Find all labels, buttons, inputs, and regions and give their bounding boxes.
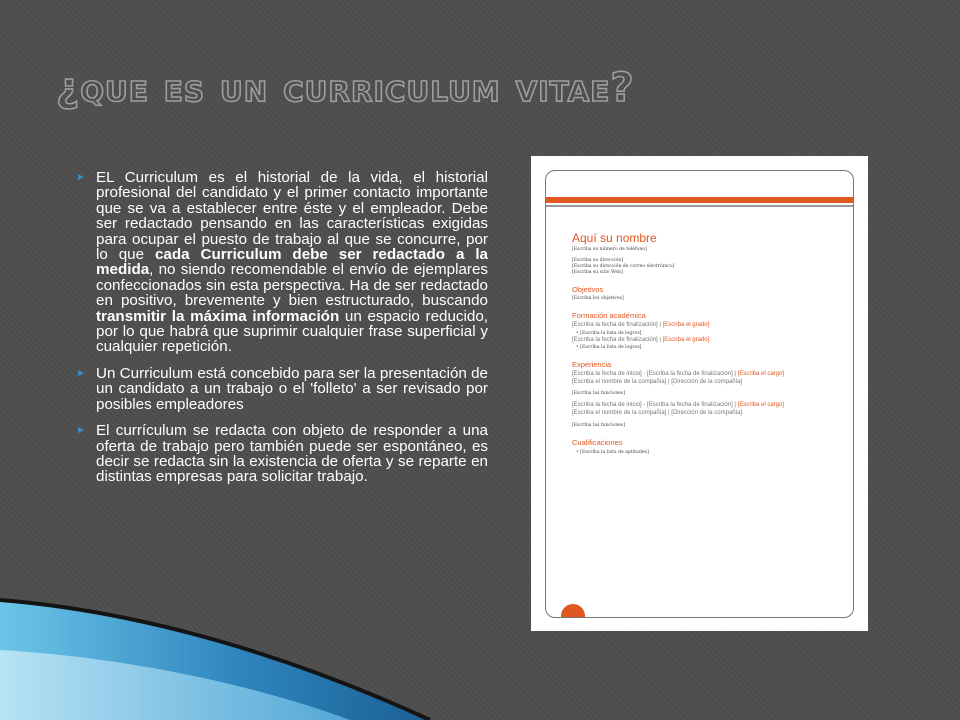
cv-accent-circle bbox=[561, 604, 585, 618]
cv-template-image bbox=[531, 156, 868, 631]
cv-experience-heading: Experiencia bbox=[572, 360, 612, 370]
cv-content bbox=[572, 231, 837, 456]
arrow-bullet-icon: ► bbox=[76, 172, 86, 183]
list-item bbox=[74, 170, 488, 355]
list-item bbox=[74, 366, 488, 412]
cv-experience-entry: [Escriba la fecha de inicio] - [Escriba la fecha de finalización] | [Escriba el cargo] bbox=[572, 371, 785, 378]
arrow-bullet-icon: ► bbox=[76, 425, 86, 437]
cv-qualifications-heading: Cualificaciones bbox=[572, 437, 623, 447]
cv-page bbox=[545, 170, 854, 618]
cv-divider bbox=[546, 205, 853, 207]
paragraph-text: , no siendo recomendable el envío de ejemplares confeccionados sin esta perspectiva. Ha de ser redactado en positivo, brevemente y bien estructurado, buscando bbox=[96, 261, 488, 310]
cv-company: [Escriba el nombre de la compañía] | [Dirección de la compañía] bbox=[572, 409, 743, 416]
cv-education-heading: Formación académica bbox=[572, 311, 646, 320]
paragraph-text: un espacio reducido, por lo que habrá que suprimir cualquier frase superficial y cualquier repetición. bbox=[96, 307, 488, 356]
cv-objectives: [Escriba los objetivos] bbox=[572, 296, 624, 301]
cv-education-entry: [Escriba la fecha de finalización] | [Escriba el grado] bbox=[572, 336, 710, 343]
swoosh-shadow-line bbox=[0, 600, 430, 720]
arrow-bullet-icon: ► bbox=[76, 367, 86, 379]
cv-phone: [Escriba su número de teléfono] bbox=[572, 247, 647, 252]
light-blue-swoosh bbox=[0, 650, 350, 720]
cv-web: [Escriba su sitio Web] bbox=[572, 270, 623, 275]
body-text-list bbox=[74, 170, 488, 496]
cv-duties: [Escriba las funciones] bbox=[572, 422, 626, 428]
cv-objectives-heading: Objetivos bbox=[572, 285, 604, 294]
bold-text: transmitir la máxima información bbox=[96, 307, 340, 325]
cv-email: [Escriba su dirección de correo electrónico] bbox=[572, 264, 675, 269]
cv-duties: [Escriba las funciones] bbox=[572, 391, 626, 397]
cv-accent-bar bbox=[546, 197, 853, 203]
bold-text: cada Curriculum debe ser redactado a la medida bbox=[96, 246, 488, 279]
paragraph-text: El currículum se redacta con objeto de responder a una oferta de trabajo pero también puede ser espontáneo, es decir se redacta sin la existencia de oferta y se reparte en distintas empresas para solicitar trabajo. bbox=[96, 422, 488, 486]
blue-swoosh bbox=[0, 600, 430, 720]
list-item bbox=[74, 423, 488, 485]
cv-name: Aquí su nombre bbox=[572, 231, 657, 245]
cv-experience-entry: [Escriba la fecha de inicio] - [Escriba la fecha de finalización] | [Escriba el cargo] bbox=[572, 402, 785, 409]
slide-title: ¿que es un curriculum vitae? bbox=[56, 65, 635, 111]
cv-education-entry: [Escriba la fecha de finalización] | [Escriba el grado] bbox=[572, 322, 710, 328]
paragraph-text: EL Curriculum es el historial de la vida, el historial profesional del candidato y el primer contacto importante que se va a establecer entre éste y el empleador. Debe ser redactado pensando en las características exigidas para ocupar el puesto de trabajo al que se concurre, por lo que bbox=[96, 169, 488, 264]
cv-achievements: • [Escriba la lista de logros] bbox=[572, 344, 837, 351]
cv-company: [Escriba el nombre de la compañía] | [Dirección de la compañía] bbox=[572, 378, 743, 385]
cv-achievements: • [Escriba la lista de logros] bbox=[572, 330, 837, 337]
cv-address: [Escriba su dirección] bbox=[572, 258, 624, 263]
cv-skills: • [Escriba la lista de aptitudes] bbox=[572, 449, 837, 456]
paragraph-text: Un Curriculum está concebido para ser la presentación de un candidato a un trabajo o el 'folleto' a ser revisado por posibles empleadores bbox=[96, 364, 488, 413]
